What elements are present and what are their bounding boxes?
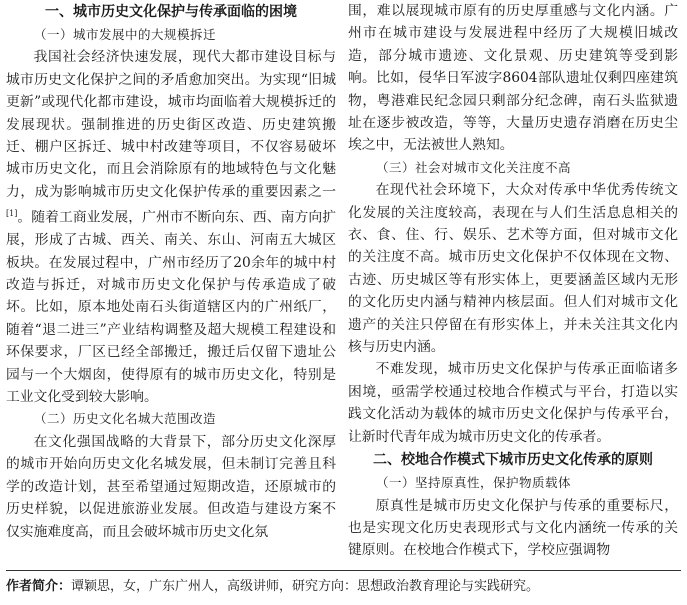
footnote-divider — [6, 570, 681, 571]
paragraph-attention: 在现代社会环境下，大众对传承中华优秀传统文化发展的关注度较高，表现在与人们生活息息相关的衣、食、住、行、娱乐、艺术等方面，但对城市文化的关注度不高。城市历史文化保护不仅体现在文物、古迹、历史城区等有形实体上，更要涵盖区域内无形的文化历史内涵与精神内核层面。但人们对城市文化遗产的关注只停留在有形实体上，并未关注其文化内核与历史内涵。 — [348, 182, 678, 356]
paragraph-renovation: 在文化强国战略的大背景下，部分历史文化深厚的城市开始向历史文化名城发展，但未制订完善且科学的改造计划，甚至希望通过短期改造，还原城市的历史样貌，以促进旅游业发展。但改造与建设方案不仅实施难度高，而且会破坏城市历史文化氛 — [6, 433, 336, 540]
paragraph-renovation-continued: 围，难以展现城市原有的历史厚重感与文化内涵。广州市在城市建设与发展进程中经历了大规模旧城改造，部分城市遗迹、文化景观、历史建筑等受到影响。比如，侵华日军波字8604部队遗址仅剩四座建筑物，粤港难民纪念园只剩部分纪念碑，南石头监狱遗址在逐步被改造，等等，大量历史遗存消磨在历史尘埃之中，无法被世人熟知。 — [348, 3, 678, 154]
author-note-text: 谭颖思，女，广东广州人，高级讲师，研究方向：思想政治教育理论与实践研究。 — [71, 579, 540, 594]
paragraph-authenticity: 原真性是城市历史文化保护与传承的重要标尺，也是实现文化历史表现形式与文化内涵统一传承的关键原则。在校地合作模式下，学校应强调物 — [348, 497, 678, 559]
section-1-heading: 一、城市历史文化保护与传承面临的困境 — [45, 4, 297, 20]
author-note — [6, 577, 539, 597]
subsection-4-heading: （一）坚持原真性，保护物质载体 — [376, 475, 572, 491]
left-column — [6, 0, 336, 543]
section-2-heading: 二、校地合作模式下城市历史文化传承的原则 — [373, 452, 653, 469]
subsection-3-heading: （三）社会对城市文化关注度不高 — [376, 159, 572, 175]
paragraph-demolition-part2: 。随着工商业发展，广州市不断向东、西、南方向扩展，形成了古城、西关、南关、东山、河南五大城区板块。在发展过程中，广州市经历了20余年的城中村改造与拆迁，对城市历史文化保护与传承造成了破坏。比如，原本地处南石头街道辖区内的广州纸厂，随着“退二进三”产业结构调整及超大规模工程建设和环保要求，厂区已经全部搬迁，搬迁后仅留下遗址公园与一个大烟囱，使得原有的城市历史文化，特别是工业文化受到较大影响。 — [6, 209, 336, 406]
paragraph-demolition-part1: 我国社会经济快速发展，现代大都市建设目标与城市历史文化保护之间的矛盾愈加突出。为实现“旧城更新”或现代化都市建设，城市均面临着大规模拆迁的发展现状。强制推进的历史街区改造、历史建筑搬迁、棚户区拆迁、城中村改建等项目，不仅容易破坏城市历史文化，而且会消除原有的地域特色与文化魅力，成为影响城市历史文化保护传承的重要因素之一 — [6, 49, 336, 200]
subsection-2-heading: （二）历史文化名城大范围改造 — [34, 411, 217, 427]
reference-marker: [1] — [6, 209, 18, 219]
subsection-1-heading: （一）城市发展中的大规模拆迁 — [34, 27, 217, 42]
paragraph-summary: 不难发现，城市历史文化保护与传承正面临诸多困境，亟需学校通过校地合作模式与平台，打造以实践文化活动为载体的城市历史文化保护与传承平台，让新时代青年成为城市历史文化的传承者。 — [348, 361, 678, 445]
author-note-label: 作者简介： — [6, 579, 72, 594]
paragraph-demolition — [6, 46, 336, 408]
right-column — [348, 0, 678, 562]
